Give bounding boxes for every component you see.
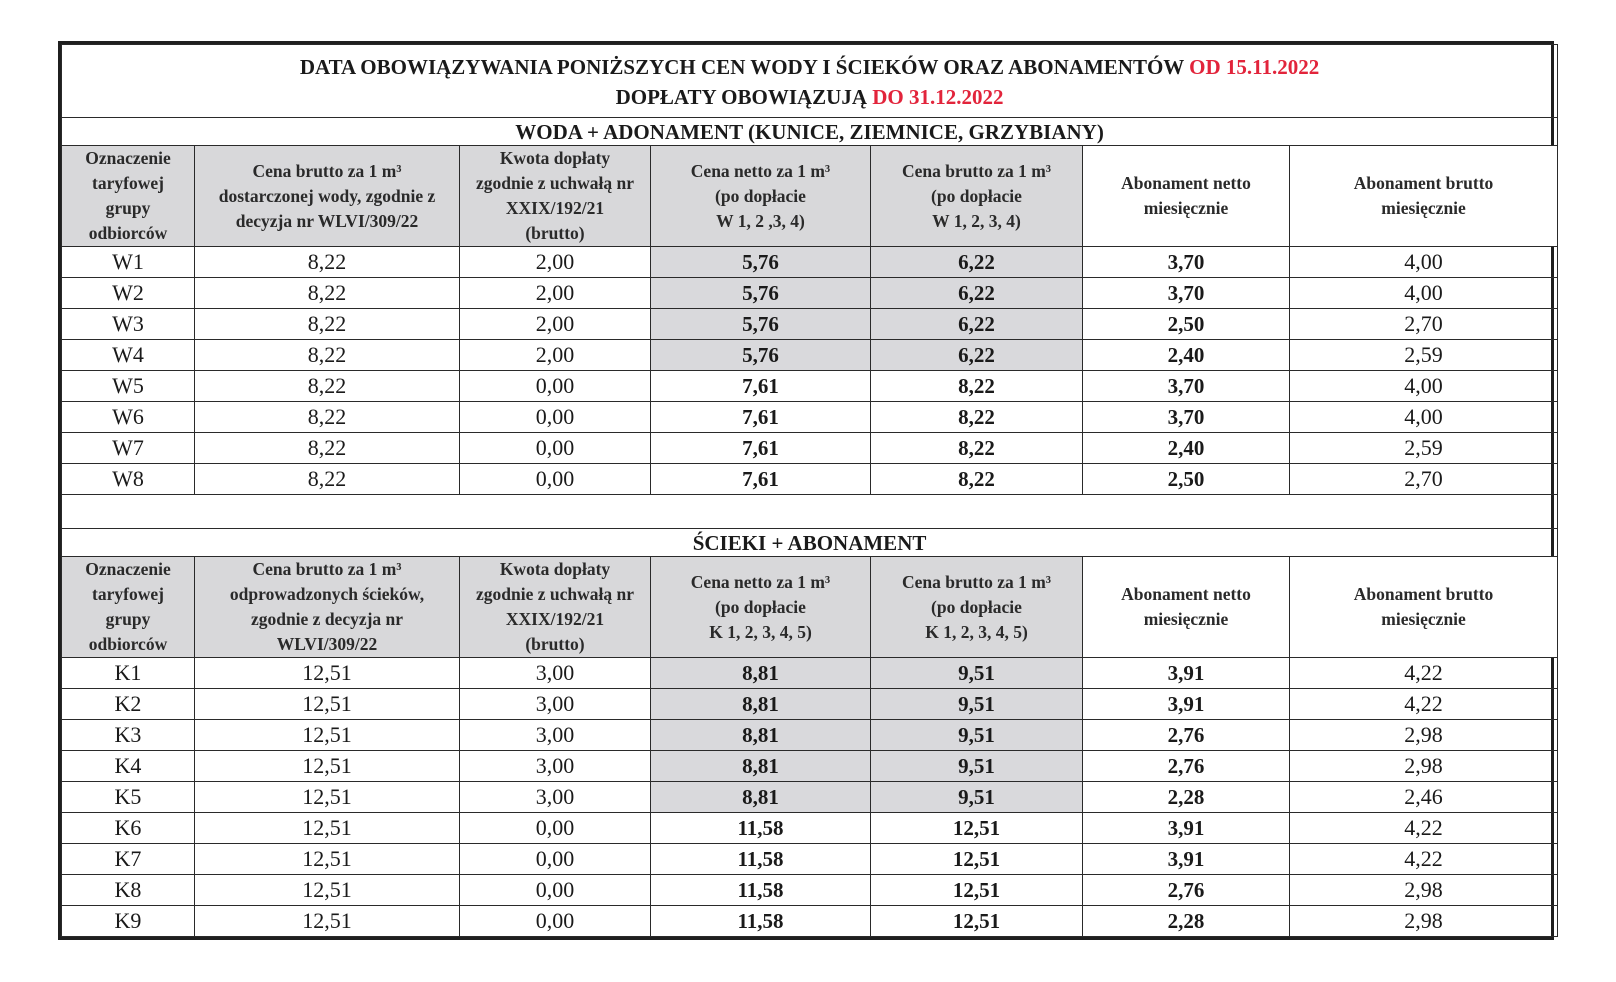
- table-cell: 0,00: [460, 464, 651, 495]
- table-cell: K9: [62, 906, 195, 937]
- table-cell: 2,59: [1290, 340, 1558, 371]
- water-column-header: [1290, 146, 1558, 247]
- table-cell: K1: [62, 658, 195, 689]
- header-line: taryfowej: [92, 584, 164, 604]
- table-cell: W3: [62, 309, 195, 340]
- table-cell: 3,70: [1083, 371, 1290, 402]
- table-cell: 3,00: [460, 658, 651, 689]
- table-cell: 5,76: [651, 247, 871, 278]
- table-cell: K7: [62, 844, 195, 875]
- water-header-row: [62, 146, 1558, 247]
- header-line: grupy: [105, 198, 151, 218]
- header-line: (po dopłacie: [715, 596, 806, 617]
- header-line: decyzja nr WLVI/309/22: [235, 210, 419, 231]
- table-cell: K8: [62, 875, 195, 906]
- table-row: [62, 689, 1558, 720]
- table-cell: 2,28: [1083, 906, 1290, 937]
- header-line: Cena brutto za 1 m³: [252, 559, 402, 579]
- header-line: Abonament brutto: [1353, 584, 1494, 604]
- table-cell: 9,51: [871, 751, 1083, 782]
- table-cell: 8,81: [651, 689, 871, 720]
- title-line-1-text: DATA OBOWIĄZYWANIA PONIŻSZYCH CEN WODY I ŚCIEKÓW ORAZ ABONAMENTÓW: [299, 55, 1184, 79]
- header-line: Oznaczenie: [85, 559, 171, 579]
- table-cell: 2,00: [460, 247, 651, 278]
- header-line: XXIX/192/21: [505, 609, 605, 629]
- table-cell: 2,40: [1083, 433, 1290, 464]
- water-column-header: [460, 146, 651, 247]
- header-line: zgodnie z uchwałą nr: [476, 584, 634, 604]
- table-cell: 2,70: [1290, 464, 1558, 495]
- table-cell: 4,00: [1290, 402, 1558, 433]
- table-cell: 0,00: [460, 402, 651, 433]
- table-cell: 8,22: [871, 433, 1083, 464]
- table-row: [62, 247, 1558, 278]
- table-row: [62, 464, 1558, 495]
- table-cell: 7,61: [651, 402, 871, 433]
- table-cell: 12,51: [195, 689, 460, 720]
- table-cell: K6: [62, 813, 195, 844]
- header-line: odprowadzonych ścieków,: [229, 584, 425, 604]
- table-cell: 5,76: [651, 340, 871, 371]
- sewage-column-header: [195, 557, 460, 658]
- table-cell: 8,22: [195, 247, 460, 278]
- table-cell: 4,22: [1290, 813, 1558, 844]
- table-cell: 2,00: [460, 309, 651, 340]
- table-cell: 3,70: [1083, 402, 1290, 433]
- header-line: Kwota dopłaty: [499, 559, 611, 579]
- table-cell: 0,00: [460, 875, 651, 906]
- table-cell: 4,22: [1290, 689, 1558, 720]
- table-cell: 12,51: [871, 875, 1083, 906]
- sewage-header-row: [62, 557, 1558, 658]
- table-row: [62, 278, 1558, 309]
- table-cell: 8,22: [871, 371, 1083, 402]
- table-cell: 3,70: [1083, 247, 1290, 278]
- table-cell: 11,58: [651, 875, 871, 906]
- table-cell: 2,46: [1290, 782, 1558, 813]
- table-row: [62, 309, 1558, 340]
- header-line: (po dopłacie: [715, 185, 806, 206]
- table-cell: K5: [62, 782, 195, 813]
- header-line: (brutto): [525, 223, 585, 243]
- table-cell: 8,81: [651, 782, 871, 813]
- table-cell: 0,00: [460, 433, 651, 464]
- table-cell: 2,98: [1290, 906, 1558, 937]
- table-cell: 8,22: [195, 278, 460, 309]
- header-line: miesięcznie: [1143, 609, 1229, 629]
- sewage-column-header: [871, 557, 1083, 658]
- header-line: Abonament netto: [1121, 173, 1251, 193]
- header-line: Abonament brutto: [1353, 173, 1494, 193]
- table-cell: 8,81: [651, 658, 871, 689]
- table-cell: 12,51: [195, 751, 460, 782]
- table-cell: 12,51: [195, 658, 460, 689]
- sewage-column-header: [1083, 557, 1290, 658]
- table-cell: 12,51: [195, 906, 460, 937]
- header-line: K 1, 2, 3, 4, 5): [925, 621, 1028, 642]
- title-line-2: [62, 82, 1557, 112]
- table-cell: 9,51: [871, 720, 1083, 751]
- table-cell: 11,58: [651, 813, 871, 844]
- header-line: grupy: [105, 609, 151, 629]
- table-cell: 3,91: [1083, 844, 1290, 875]
- table-cell: 2,28: [1083, 782, 1290, 813]
- table-cell: 8,22: [195, 371, 460, 402]
- table-cell: 12,51: [195, 813, 460, 844]
- table-cell: 4,00: [1290, 371, 1558, 402]
- table-cell: 0,00: [460, 906, 651, 937]
- table-cell: K2: [62, 689, 195, 720]
- table-row: [62, 751, 1558, 782]
- header-line: Abonament netto: [1121, 584, 1251, 604]
- table-cell: W5: [62, 371, 195, 402]
- table-row: [62, 371, 1558, 402]
- header-line: Cena brutto za 1 m³: [901, 160, 1052, 181]
- table-cell: 4,22: [1290, 658, 1558, 689]
- table-row: [62, 906, 1558, 937]
- header-line: WLVI/309/22: [276, 634, 378, 654]
- header-line: odbiorców: [88, 223, 168, 243]
- valid-until-date: DO 31.12.2022: [872, 85, 1004, 109]
- table-cell: 9,51: [871, 658, 1083, 689]
- table-row: [62, 844, 1558, 875]
- water-section-title: WODA + ADONAMENT (KUNICE, ZIEMNICE, GRZYBIANY): [62, 118, 1558, 146]
- header-line: W 1, 2 ,3, 4): [716, 210, 805, 231]
- table-cell: 2,50: [1083, 309, 1290, 340]
- table-cell: 4,00: [1290, 247, 1558, 278]
- table-cell: K3: [62, 720, 195, 751]
- header-line: zgodnie z uchwałą nr: [476, 173, 634, 193]
- table-cell: 2,76: [1083, 751, 1290, 782]
- table-row: [62, 875, 1558, 906]
- table-cell: 3,00: [460, 751, 651, 782]
- table-cell: 6,22: [871, 247, 1083, 278]
- table-cell: 2,50: [1083, 464, 1290, 495]
- table-cell: 2,98: [1290, 875, 1558, 906]
- sewage-section-row: [62, 529, 1558, 557]
- title-row: [62, 45, 1558, 118]
- table-cell: 8,81: [651, 751, 871, 782]
- water-column-header: [1083, 146, 1290, 247]
- table-cell: 8,22: [195, 433, 460, 464]
- table-cell: 6,22: [871, 309, 1083, 340]
- valid-from-date: OD 15.11.2022: [1189, 55, 1320, 79]
- table-cell: 12,51: [871, 813, 1083, 844]
- header-line: (po dopłacie: [931, 596, 1022, 617]
- table-cell: 12,51: [195, 844, 460, 875]
- title-line-1: [62, 52, 1557, 82]
- table-cell: 0,00: [460, 371, 651, 402]
- table-row: [62, 658, 1558, 689]
- table-cell: 8,22: [871, 402, 1083, 433]
- table-cell: 3,00: [460, 689, 651, 720]
- water-column-header: [62, 146, 195, 247]
- table-cell: 3,00: [460, 782, 651, 813]
- table-row: [62, 433, 1558, 464]
- header-line: K 1, 2, 3, 4, 5): [709, 621, 812, 642]
- table-row: [62, 720, 1558, 751]
- table-cell: W8: [62, 464, 195, 495]
- header-line: (brutto): [525, 634, 585, 654]
- table-row: [62, 402, 1558, 433]
- table-row: [62, 340, 1558, 371]
- table-cell: 3,91: [1083, 658, 1290, 689]
- table-cell: 3,91: [1083, 813, 1290, 844]
- table-cell: 4,22: [1290, 844, 1558, 875]
- title-line-2-text: DOPŁATY OBOWIĄZUJĄ: [615, 85, 867, 109]
- table-cell: 2,70: [1290, 309, 1558, 340]
- table-cell: W4: [62, 340, 195, 371]
- table-cell: 0,00: [460, 813, 651, 844]
- header-line: Cena brutto za 1 m³: [252, 160, 402, 181]
- table-cell: 12,51: [195, 720, 460, 751]
- table-cell: 2,76: [1083, 720, 1290, 751]
- sewage-column-header: [1290, 557, 1558, 658]
- table-cell: 12,51: [195, 782, 460, 813]
- document-title: [62, 45, 1558, 118]
- table-cell: 12,51: [871, 906, 1083, 937]
- header-line: odbiorców: [88, 634, 168, 654]
- header-line: miesięcznie: [1381, 609, 1466, 629]
- sewage-column-header: [460, 557, 651, 658]
- header-line: (po dopłacie: [931, 185, 1022, 206]
- table-cell: 8,81: [651, 720, 871, 751]
- table-cell: 2,76: [1083, 875, 1290, 906]
- header-line: Cena netto za 1 m³: [690, 571, 831, 592]
- header-line: Kwota dopłaty: [499, 148, 611, 168]
- table-cell: 8,22: [871, 464, 1083, 495]
- table-cell: 7,61: [651, 371, 871, 402]
- table-cell: 4,00: [1290, 278, 1558, 309]
- header-line: W 1, 2, 3, 4): [932, 210, 1021, 231]
- table-cell: W7: [62, 433, 195, 464]
- table-cell: 3,91: [1083, 689, 1290, 720]
- header-line: taryfowej: [92, 173, 164, 193]
- tariff-sheet: [58, 41, 1554, 940]
- table-cell: 8,22: [195, 402, 460, 433]
- table-row: [62, 782, 1558, 813]
- table-cell: 11,58: [651, 906, 871, 937]
- table-cell: 2,59: [1290, 433, 1558, 464]
- table-cell: 2,00: [460, 278, 651, 309]
- table-row: [62, 813, 1558, 844]
- header-line: Oznaczenie: [85, 148, 171, 168]
- tariff-table: [61, 44, 1558, 937]
- table-cell: 6,22: [871, 340, 1083, 371]
- header-line: XXIX/192/21: [505, 198, 605, 218]
- table-cell: 3,00: [460, 720, 651, 751]
- water-column-header: [651, 146, 871, 247]
- header-line: miesięcznie: [1381, 198, 1466, 218]
- sewage-column-header: [62, 557, 195, 658]
- table-cell: 8,22: [195, 309, 460, 340]
- header-line: zgodnie z decyzja nr: [250, 609, 404, 629]
- water-column-header: [195, 146, 460, 247]
- header-line: miesięcznie: [1143, 198, 1229, 218]
- spacer-cell: [62, 495, 1558, 529]
- table-cell: W2: [62, 278, 195, 309]
- table-cell: 2,00: [460, 340, 651, 371]
- table-cell: 7,61: [651, 433, 871, 464]
- header-line: Cena netto za 1 m³: [690, 160, 831, 181]
- table-cell: 9,51: [871, 782, 1083, 813]
- sewage-column-header: [651, 557, 871, 658]
- table-cell: 2,98: [1290, 720, 1558, 751]
- table-cell: 6,22: [871, 278, 1083, 309]
- table-cell: W1: [62, 247, 195, 278]
- water-column-header: [871, 146, 1083, 247]
- spacer-row: [62, 495, 1558, 529]
- table-cell: 12,51: [871, 844, 1083, 875]
- table-cell: 3,70: [1083, 278, 1290, 309]
- table-cell: 2,40: [1083, 340, 1290, 371]
- sewage-section-title: ŚCIEKI + ABONAMENT: [62, 529, 1558, 557]
- table-cell: W6: [62, 402, 195, 433]
- table-cell: 8,22: [195, 340, 460, 371]
- table-cell: 0,00: [460, 844, 651, 875]
- table-cell: 7,61: [651, 464, 871, 495]
- table-cell: 12,51: [195, 875, 460, 906]
- table-cell: 5,76: [651, 309, 871, 340]
- table-cell: 8,22: [195, 464, 460, 495]
- table-cell: 2,98: [1290, 751, 1558, 782]
- water-section-row: [62, 118, 1558, 146]
- table-cell: 9,51: [871, 689, 1083, 720]
- header-line: Cena brutto za 1 m³: [901, 571, 1052, 592]
- header-line: dostarczonej wody, zgodnie z: [218, 185, 436, 206]
- table-cell: 5,76: [651, 278, 871, 309]
- table-cell: 11,58: [651, 844, 871, 875]
- table-cell: K4: [62, 751, 195, 782]
